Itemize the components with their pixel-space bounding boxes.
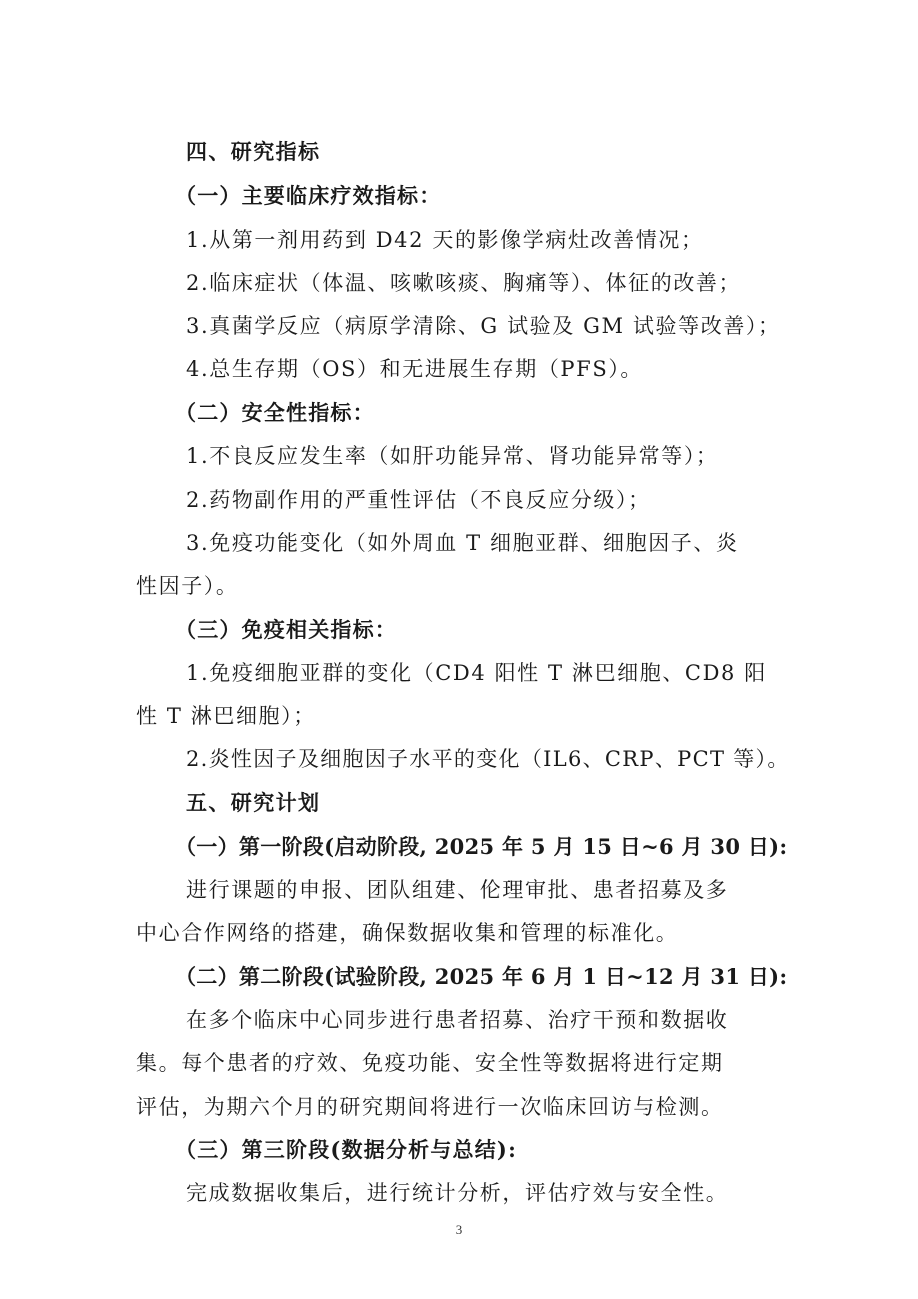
immune-item-2: 2.炎性因子及细胞因子水平的变化（IL6、CRP、PCT 等）。	[186, 747, 790, 771]
subsection-primary-efficacy-heading: （一）主要临床疗效指标：	[175, 183, 442, 208]
subsection-immune-heading: （三）免疫相关指标：	[175, 617, 397, 642]
section-4-heading: 四、研究指标	[186, 139, 321, 164]
safety-item-1: 1.不良反应发生率（如肝功能异常、肾功能异常等）；	[186, 444, 719, 468]
section-5-heading: 五、研究计划	[186, 790, 321, 815]
phase-2-line-1: 在多个临床中心同步进行患者招募、治疗干预和数据收	[186, 1008, 729, 1032]
phase-3-line-1: 完成数据收集后，进行统计分析，评估疗效与安全性。	[186, 1181, 729, 1205]
subsection-safety-heading: （二）安全性指标：	[175, 400, 375, 425]
immune-item-1-line-1: 1.免疫细胞亚群的变化（CD4 阳性 T 淋巴细胞、CD8 阳	[186, 661, 767, 685]
safety-item-2: 2.药物副作用的严重性评估（不良反应分级）；	[186, 488, 651, 512]
phase-2-line-3: 评估，为期六个月的研究期间将进行一次临床回访与检测。	[136, 1095, 724, 1119]
phase-1-line-1: 进行课题的申报、团队组建、伦理审批、患者招募及多	[186, 878, 729, 902]
immune-item-1-line-2: 性 T 淋巴细胞）；	[136, 704, 316, 728]
page-number: 3	[455, 1222, 463, 1237]
phase-1-heading: （一）第一阶段(启动阶段, 2025 年 5 月 15 日~6 月 30 日):	[175, 834, 788, 859]
efficacy-item-2: 2.临床症状（体温、咳嗽咳痰、胸痛等）、体征的改善；	[186, 271, 742, 295]
efficacy-item-4: 4.总生存期（OS）和无进展生存期（PFS）。	[186, 357, 644, 381]
safety-item-3-line-2: 性因子）。	[136, 574, 239, 598]
safety-item-3-line-1: 3.免疫功能变化（如外周血 T 细胞亚群、细胞因子、炎	[186, 531, 739, 555]
efficacy-item-3: 3.真菌学反应（病原学清除、G 试验及 GM 试验等改善）；	[186, 314, 781, 338]
phase-2-heading: （二）第二阶段(试验阶段, 2025 年 6 月 1 日~12 月 31 日):	[175, 964, 788, 989]
efficacy-item-1: 1.从第一剂用药到 D42 天的影像学病灶改善情况；	[186, 228, 704, 252]
phase-2-line-2: 集。每个患者的疗效、免疫功能、安全性等数据将进行定期	[136, 1051, 724, 1075]
phase-1-line-2: 中心合作网络的搭建，确保数据收集和管理的标准化。	[136, 921, 679, 945]
phase-3-heading: （三）第三阶段(数据分析与总结):	[175, 1137, 518, 1162]
